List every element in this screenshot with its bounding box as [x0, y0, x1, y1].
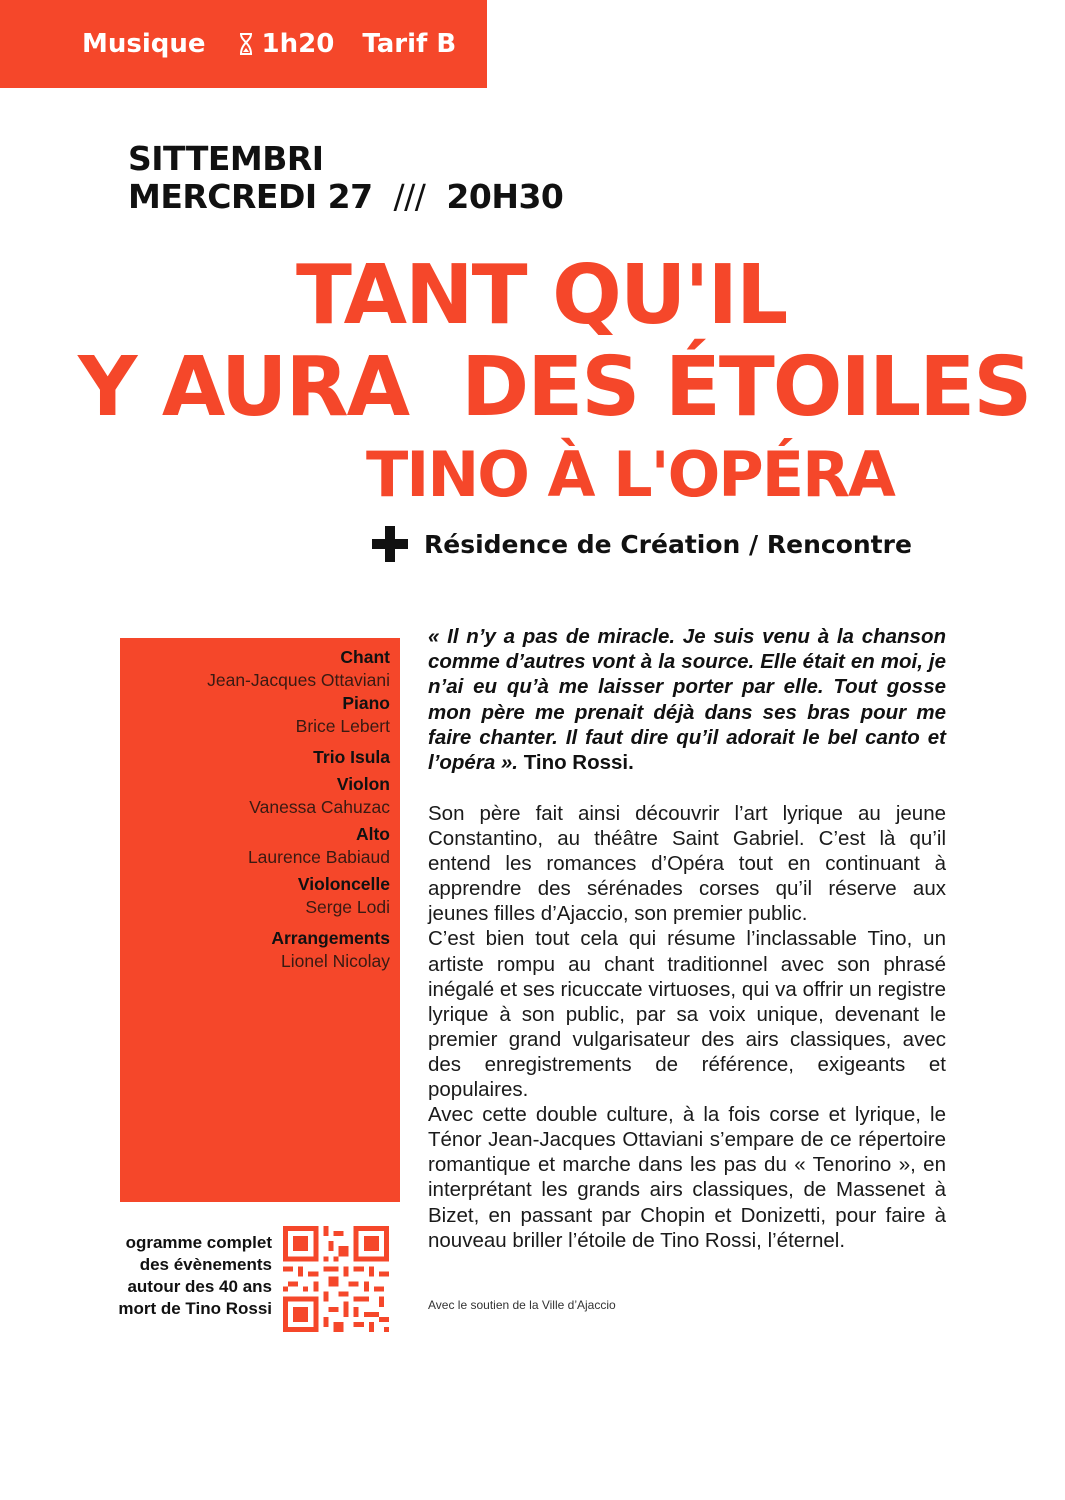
description-paragraph: Son père fait ainsi découvrir l’art lyrique au jeune Constantino, au théâtre Saint Gabriel. C’est là qu’il entend les romances d’Opéra tout en continuant à apprendre des sérénades corses qu’il réserve aux jeunes filles d’Ajaccio, son premier public. — [428, 802, 946, 926]
qr-caption-line: mort de Tino Rossi — [118, 1299, 272, 1318]
credit-role: Trio Isula — [313, 747, 390, 767]
qr-caption-line: des évènements — [139, 1255, 272, 1274]
support-note: Avec le soutien de la Ville d’Ajaccio — [428, 1298, 616, 1312]
credit-role: Violon — [336, 774, 390, 794]
extra-info — [372, 526, 912, 562]
credits-panel — [120, 638, 400, 1202]
title-line-3: TINO À L'OPÉRA — [366, 438, 894, 511]
credit-name: Serge Lodi — [305, 897, 390, 917]
date-line — [128, 178, 563, 216]
event-date — [128, 140, 563, 216]
credit-role: Alto — [355, 824, 390, 844]
credit-role: Violoncelle — [297, 874, 390, 894]
credit-name: Vanessa Cahuzac — [249, 797, 390, 817]
date-time: 20H30 — [446, 177, 564, 216]
description-paragraph: Avec cette double culture, à la fois corse et lyrique, le Ténor Jean-Jacques Ottaviani s’empare de ce répertoire romantique et marche dans les pas du « Tenorino », en interprétant les grands airs classiques, de Massenet à Bizet, en passant par Chopin et Donizetti, pour faire à nouveau briller l’étoile de Tino Rossi, l’éternel. — [428, 1103, 946, 1252]
plus-icon — [372, 526, 408, 562]
quote-block — [428, 624, 946, 775]
quote-text: « Il n’y a pas de miracle. Je suis venu à la chanson comme d’autres vont à la source. Elle était en moi, je n’ai eu qu’à me laisser porter par elle. Tout gosse mon père me prenait déjà dans ses bras pour me faire chanter. Il faut dire qu’il adorait le bel canto et l’opéra ». — [428, 625, 946, 775]
duration-label: 1h20 — [261, 29, 335, 59]
title-line-1: TANT QU'IL — [296, 248, 787, 343]
category-bar — [0, 0, 487, 88]
hourglass-icon — [238, 32, 254, 56]
description-paragraph: C’est bien tout cela qui résume l’inclassable Tino, un artiste rompu au chant traditionnel avec son phrasé inégalé et ses ricuccate virtuoses, qui va offrir un registre lyrique à son public, par sa voix unique, devenant le premier grand vulgarisateur des airs classiques, avec des enregistrements de référence, exigeants et populaires. — [428, 927, 946, 1102]
category-label: Musique — [82, 29, 206, 59]
credit-name: Brice Lebert — [295, 716, 390, 736]
description — [428, 801, 946, 1253]
credits-list — [207, 646, 390, 973]
credit-name: Laurence Babiaud — [247, 847, 390, 867]
credit-role: Arrangements — [271, 928, 390, 948]
date-month: SITTEMBRI — [128, 139, 324, 178]
tarif-label: Tarif B — [362, 29, 457, 59]
quote-author: Tino Rossi. — [523, 751, 634, 775]
date-separator: /// — [393, 177, 426, 216]
qr-code-icon[interactable] — [283, 1226, 389, 1332]
credit-role: Chant — [340, 647, 390, 667]
extra-text: Résidence de Création / Rencontre — [424, 529, 912, 559]
credit-name: Lionel Nicolay — [281, 951, 390, 971]
qr-caption — [118, 1232, 272, 1320]
duration — [238, 29, 335, 59]
qr-caption-line: autour des 40 ans — [127, 1277, 272, 1296]
credit-name: Jean-Jacques Ottaviani — [207, 670, 390, 690]
title-line-2: Y AURA DES ÉTOILES — [78, 340, 1031, 435]
qr-caption-line: ogramme complet — [125, 1233, 272, 1252]
date-day: MERCREDI 27 — [128, 177, 373, 216]
credit-role: Piano — [342, 693, 390, 713]
